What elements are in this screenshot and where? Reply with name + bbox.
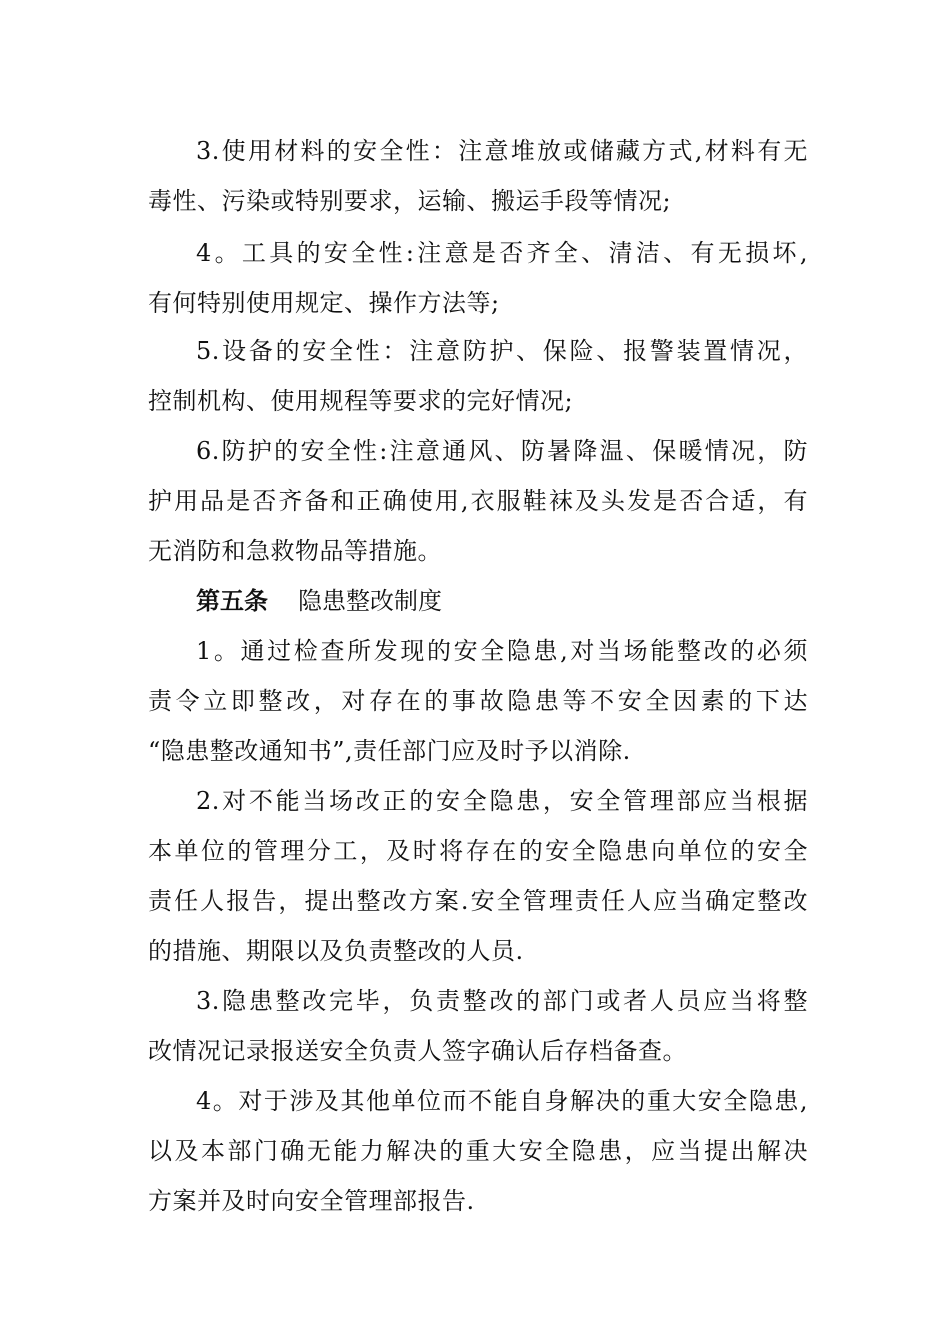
paragraph-line: 的措施、期限以及负责整改的人员. [148,937,524,965]
paragraph-line: 2.对不能当场改正的安全隐患，安全管理部应当根据 [196,787,808,815]
paragraph-line: 改情况记录报送安全负责人签字确认后存档备查。 [148,1037,687,1065]
paragraph-line: 责任人报告，提出整改方案.安全管理责任人应当确定整改 [148,887,808,915]
paragraph-line: 1。通过检查所发现的安全隐患,对当场能整改的必须 [196,637,808,665]
paragraph-line: 6.防护的安全性:注意通风、防暑降温、保暖情况，防 [196,437,808,465]
paragraph-line: 以及本部门确无能力解决的重大安全隐患，应当提出解决 [148,1137,808,1165]
paragraph-line: 3.使用材料的安全性：注意堆放或储藏方式,材料有无 [196,137,808,165]
paragraph-line: 本单位的管理分工，及时将存在的安全隐患向单位的安全 [148,837,808,865]
paragraph-line: 方案并及时向安全管理部报告. [148,1187,475,1215]
paragraph-line: 3.隐患整改完毕，负责整改的部门或者人员应当将整 [196,987,808,1015]
paragraph-line: 责令立即整改，对存在的事故隐患等不安全因素的下达 [148,687,808,715]
paragraph-line: 4。工具的安全性:注意是否齐全、清洁、有无损坏, [196,239,808,267]
section-heading [196,586,442,616]
paragraph-line: 有何特别使用规定、操作方法等; [148,289,500,317]
paragraph-line: 毒性、污染或特别要求，运输、搬运手段等情况; [148,187,672,215]
paragraph-line: 护用品是否齐备和正确使用,衣服鞋袜及头发是否合适，有 [148,487,808,515]
section-title: 隐患整改制度 [298,587,442,615]
paragraph-line: “隐患整改通知书”,责任部门应及时予以消除. [148,737,631,765]
paragraph-line: 无消防和急救物品等措施。 [148,537,442,565]
paragraph-line: 5.设备的安全性：注意防护、保险、报警装置情况， [196,337,808,365]
section-number: 第五条 [196,587,268,615]
paragraph-line: 控制机构、使用规程等要求的完好情况; [148,387,574,415]
paragraph-line: 4。对于涉及其他单位而不能自身解决的重大安全隐患, [196,1087,808,1115]
